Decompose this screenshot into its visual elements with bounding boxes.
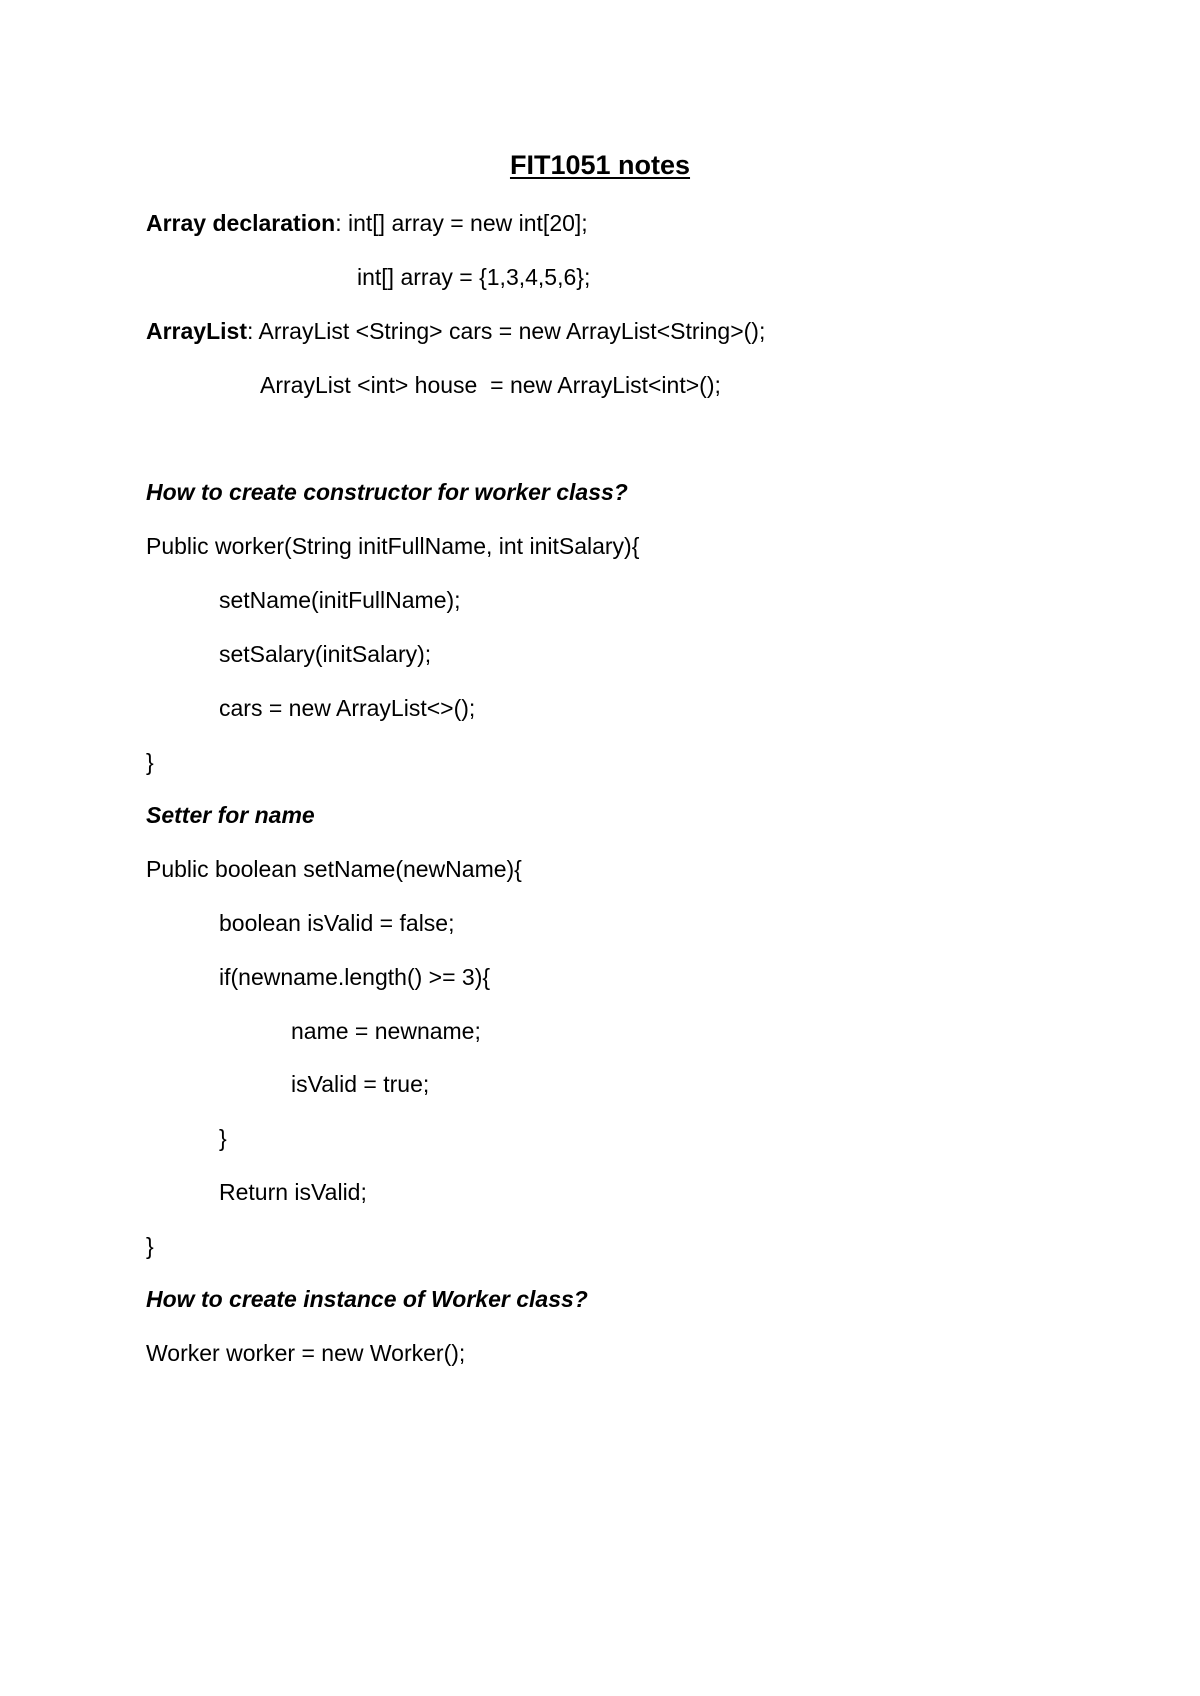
code-line: Public boolean setName(newName){ <box>146 856 522 882</box>
document-title: FIT1051 notes <box>509 150 691 180</box>
arraylist-label: ArrayList <box>146 318 247 344</box>
code-line: name = newname; <box>291 1018 481 1044</box>
arraylist-code-1: ArrayList <String> cars = new ArrayList<String>(); <box>258 318 766 344</box>
question-instance: How to create instance of Worker class? <box>146 1286 588 1312</box>
code-line: Public worker(String initFullName, int initSalary){ <box>146 533 640 559</box>
code-line: cars = new ArrayList<>(); <box>219 695 476 721</box>
code-line: } <box>146 1233 154 1259</box>
array-declaration-code-2: int[] array = {1,3,4,5,6}; <box>357 264 591 290</box>
code-line: setSalary(initSalary); <box>219 641 432 667</box>
arraylist-code-2: ArrayList <int> house = new ArrayList<int>(); <box>260 372 721 398</box>
array-declaration-label: Array declaration <box>146 210 336 236</box>
code-line: } <box>146 749 154 775</box>
array-declaration-separator: : <box>335 210 348 236</box>
arraylist-separator: : <box>246 318 259 344</box>
code-line: } <box>219 1125 227 1151</box>
code-line: Return isValid; <box>219 1179 367 1205</box>
code-line: isValid = true; <box>291 1071 430 1097</box>
code-line: Worker worker = new Worker(); <box>146 1340 466 1366</box>
code-line: boolean isValid = false; <box>219 910 455 936</box>
code-line: setName(initFullName); <box>219 587 461 613</box>
question-setter: Setter for name <box>146 802 315 828</box>
question-constructor: How to create constructor for worker class? <box>146 479 628 505</box>
arraylist-line <box>146 316 765 346</box>
code-line: if(newname.length() >= 3){ <box>219 964 491 990</box>
array-declaration-line <box>146 208 588 238</box>
array-declaration-code-1: int[] array = new int[20]; <box>347 210 588 236</box>
